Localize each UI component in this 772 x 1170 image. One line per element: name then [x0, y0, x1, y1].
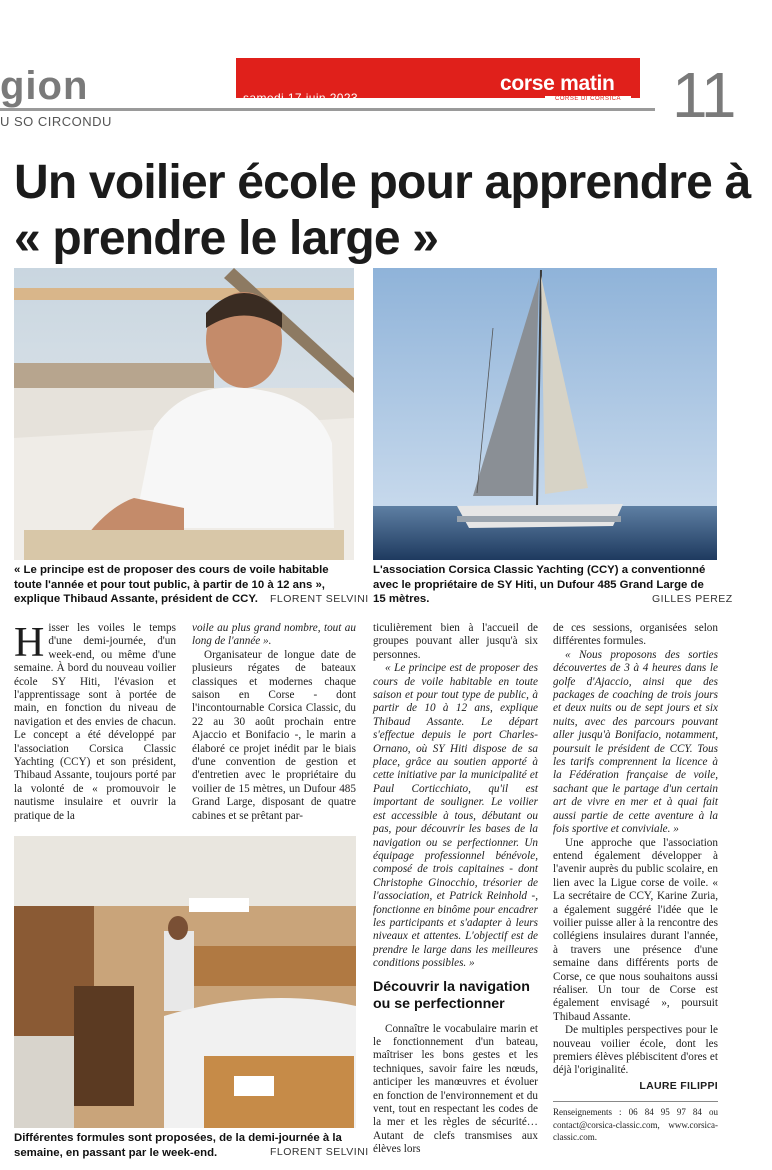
paragraph: voile au plus grand nombre, tout au long de l'année ». [192, 622, 356, 648]
issue-date: samedi 17 juin 2023 [243, 91, 359, 105]
caption-photo-president: « Le principe est de proposer des cours de voile habitable toute l'année et pour tout public, à partir de 10 à 12 ans », explique Thibaud Assante, président de CCY. [14, 564, 329, 605]
info-box: Renseignements : 06 84 95 97 84 ou contact@corsica-classic.com, www.corsica-classic.com. [553, 1101, 718, 1144]
paragraph: de ces sessions, organisées selon différentes formules. [553, 622, 718, 648]
photo-president [14, 268, 354, 560]
author-byline: LAURE FILIPPI [639, 1079, 718, 1092]
brand-tagline: CORSE DI CORSICA [545, 96, 631, 103]
paragraph: Une approche que l'association entend également développer à l'avenir auprès du public scolaire, en lien avec la Ligue corse de voile. « La secrétaire de CCY, Karine Zuria, a également suggéré l'idée que le voilier puisse aller à la rencontre des collégiens insulaires durant l'année, à travers une présence d'une semaine dans différents ports de Corse, ce que nous souhaitons aussi réaliser. Un tour de Corse est également envisagé », poursuit Thibaud Assante. [553, 836, 718, 1023]
credit-photo-sailboat: GILLES PEREZ [652, 593, 733, 605]
paragraph: isser les voiles le temps d'une demi-journée, d'un week-end, ou même d'une semaine. À bord du nouveau voilier école SY Hiti, l'évasion et l'apprentissage sont à portée de main, en fonction du niveau de navigation et des envies de chacun. Le concept a été développé par l'association Corsica Classic Yachting (CCY) et son président, Thibaud Assante, toujours porté par la volonté de « promouvoir le nautisme insulaire et ouvrir la pratique de la [14, 622, 176, 822]
paragraph: « Nous proposons des sorties découvertes de 3 à 4 heures dans le golfe d'Ajaccio, ainsi que des packages de coaching de trois jours et deux nuits ou de sept jours et six nuits, avec des parcours pouvant aller jusqu'à Bonifacio, notamment, poursuit le président de CCY. Tous les tarifs comprennent la licence à la Fédération française de voile, sachant que le partage d'un certain art de vivre en mer et à quai fait aussi partie de cette aventure à la fois sportive et conviviale. » [553, 648, 718, 836]
photo-sailboat [373, 268, 717, 560]
paragraph: ticulièrement bien à l'accueil de groupes pouvant aller jusqu'à six personnes. [373, 622, 538, 661]
credit-photo-president: FLORENT SELVINI [270, 593, 369, 605]
brand-logo: corse matin [500, 72, 615, 95]
header-rule [0, 108, 655, 111]
page-number: 11 [672, 59, 735, 131]
article-column-2 [192, 622, 356, 823]
headline: Un voilier école pour apprendre à « prendre le large » [14, 156, 751, 265]
article-column-1 [14, 622, 176, 823]
paragraph: Organisateur de longue date de plusieurs régates de bateaux classiques et modernes chaque saison en Corse - dont l'incontournable Corsica Classic, du 22 au 30 août prochain entre Ajaccio et Bonifacio -, le marin a élaboré ce projet inédit par le biais d'une convention de gestion et d'entretien avec le propriétaire du voilier de 15 mètres, un Dufour 485 Grand Large, disposant de quatre cabines et se prêtant par- [192, 648, 356, 822]
section-subtitle: U SO CIRCONDU [0, 114, 112, 129]
article-column-3 [373, 622, 538, 1157]
subheading: Découvrir la navigation ou se perfectionner [373, 978, 530, 1012]
paragraph: De multiples perspectives pour le nouveau voilier école, dont les premiers élèves plébiscitent d'ores et déjà l'originalité. [553, 1024, 718, 1077]
credit-photo-interior: FLORENT SELVINI [270, 1146, 369, 1158]
section-title: gion [0, 64, 89, 108]
caption-photo-sailboat: L'association Corsica Classic Yachting (CCY) a conventionné avec le propriétaire de SY Hiti, un Dufour 485 Grand Large de 15 mètres. [373, 564, 706, 605]
caption-photo-interior: Différentes formules sont proposées, de la demi-journée à la semaine, en passant par le week-end. [14, 1132, 342, 1159]
article-column-4 [553, 622, 718, 1144]
photo-interior [14, 836, 356, 1128]
dropcap: H [14, 620, 45, 666]
paragraph: « Le principe est de proposer des cours de voile habitable en toute saison et pour tout type de public, à partir de 10 à 12 ans, explique Thibaud Assante. Le départ s'effectue depuis le port Charles-Ornano, où SY Hiti dispose de sa place, grâce au soutien apporté à cette initiative par la municipalité et Paul Corticchiato, qu'il est important de souligner. Le voilier est accessible à tous, débutant ou pas, pour découvrir les bases de la navigation ou se perfectionner. Un équipage professionnel bénévole, composé de trois capitaines - dont Christophe Ginocchio, trésorier de l'association, et Patrick Reinhold -, fonctionne en binôme pour encadrer les participants et s'adapter à leurs niveaux et attentes. L'objectif est de prendre le large dans les meilleures conditions possibles. » [373, 662, 538, 970]
paragraph: Connaître le vocabulaire marin et le fonctionnement d'un bateau, maîtriser les bons gestes et les techniques, savoir faire les nœuds, anticiper les manœuvres et évoluer en fonction de l'environnement et du vent, tout en respectant les codes de la mer et les règles de sécurité… Autant de clefs transmises aux élèves lors [373, 1022, 538, 1156]
